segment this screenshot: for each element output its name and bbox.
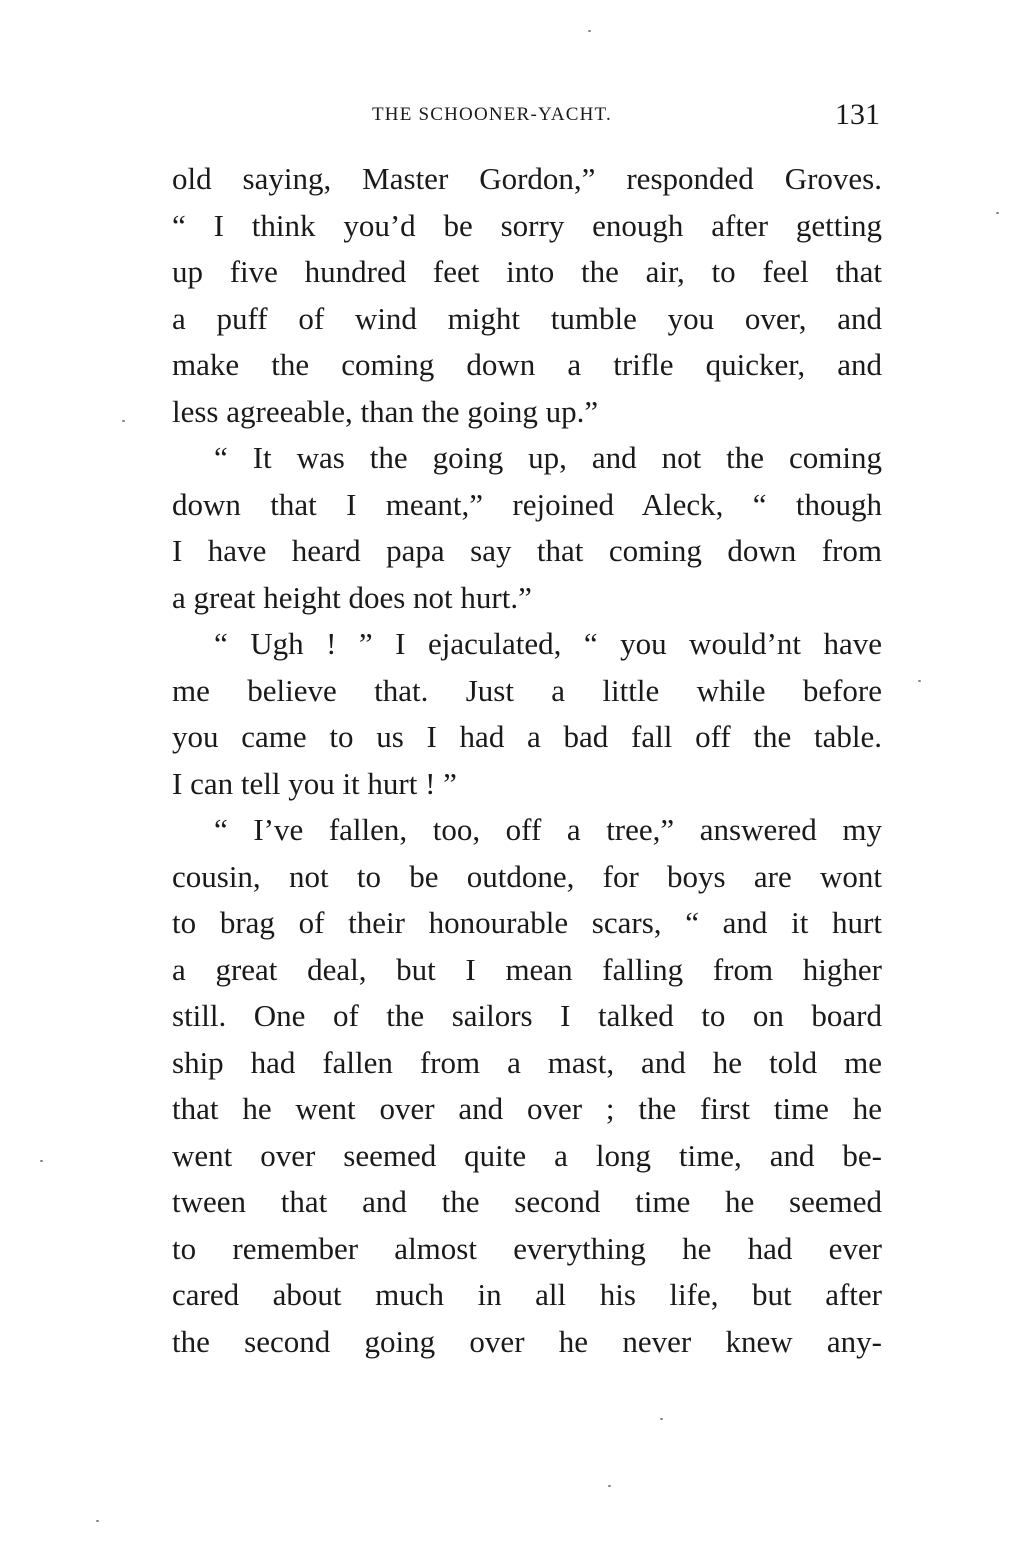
text-line: a great height does not hurt.”	[172, 579, 532, 615]
text-line: “ I’ve fallen, too, off a tree,” answered my	[214, 812, 882, 847]
text-line: make the coming down a trifle quicker, and	[172, 347, 882, 382]
text-line: you came to us I had a bad fall off the table.	[172, 719, 882, 754]
scan-speck	[96, 1520, 99, 1522]
text-line: I have heard papa say that coming down from	[172, 533, 882, 568]
text-line: still. One of the sailors I talked to on board	[172, 998, 882, 1033]
text-line: “ I think you’d be sorry enough after getting	[172, 207, 882, 243]
running-head	[172, 98, 882, 134]
text-line: that he went over and over ; the first time he	[172, 1091, 882, 1126]
scan-speck	[40, 1160, 43, 1162]
scan-speck	[608, 1485, 611, 1487]
text-line: down that I meant,” rejoined Aleck, “ though	[172, 486, 882, 522]
text-line: tween that and the second time he seemed	[172, 1184, 882, 1219]
text-line: to brag of their honourable scars, “ and it hurt	[172, 905, 882, 940]
text-line: cousin, not to be outdone, for boys are wont	[172, 858, 882, 894]
text-line: up five hundred feet into the air, to feel that	[172, 254, 882, 289]
text-line: the second going over he never knew any-	[172, 1323, 882, 1359]
scan-speck	[996, 212, 999, 214]
scan-speck	[588, 30, 591, 32]
text-line: ship had fallen from a mast, and he told me	[172, 1044, 882, 1080]
page-number: 131	[835, 98, 880, 131]
text-line: a puff of wind might tumble you over, and	[172, 300, 882, 336]
text-line: “ It was the going up, and not the coming	[214, 440, 882, 475]
body-text	[172, 156, 882, 1365]
text-line: less agreeable, than the going up.”	[172, 393, 599, 429]
text-line: old saying, Master Gordon,” responded Groves.	[172, 161, 882, 196]
text-line: “ Ugh ! ” I ejaculated, “ you would’nt have	[214, 626, 882, 661]
scan-speck	[918, 680, 921, 682]
running-title: THE SCHOONER-YACHT.	[372, 104, 612, 125]
scan-speck	[660, 1418, 663, 1420]
text-line: went over seemed quite a long time, and be-	[172, 1137, 882, 1173]
text-line: a great deal, but I mean falling from higher	[172, 951, 882, 987]
text-line: to remember almost everything he had ever	[172, 1230, 882, 1266]
text-line: I can tell you it hurt ! ”	[172, 765, 457, 801]
scan-speck	[122, 420, 125, 422]
text-line: cared about much in all his life, but after	[172, 1277, 882, 1312]
text-line: me believe that. Just a little while before	[172, 672, 882, 708]
